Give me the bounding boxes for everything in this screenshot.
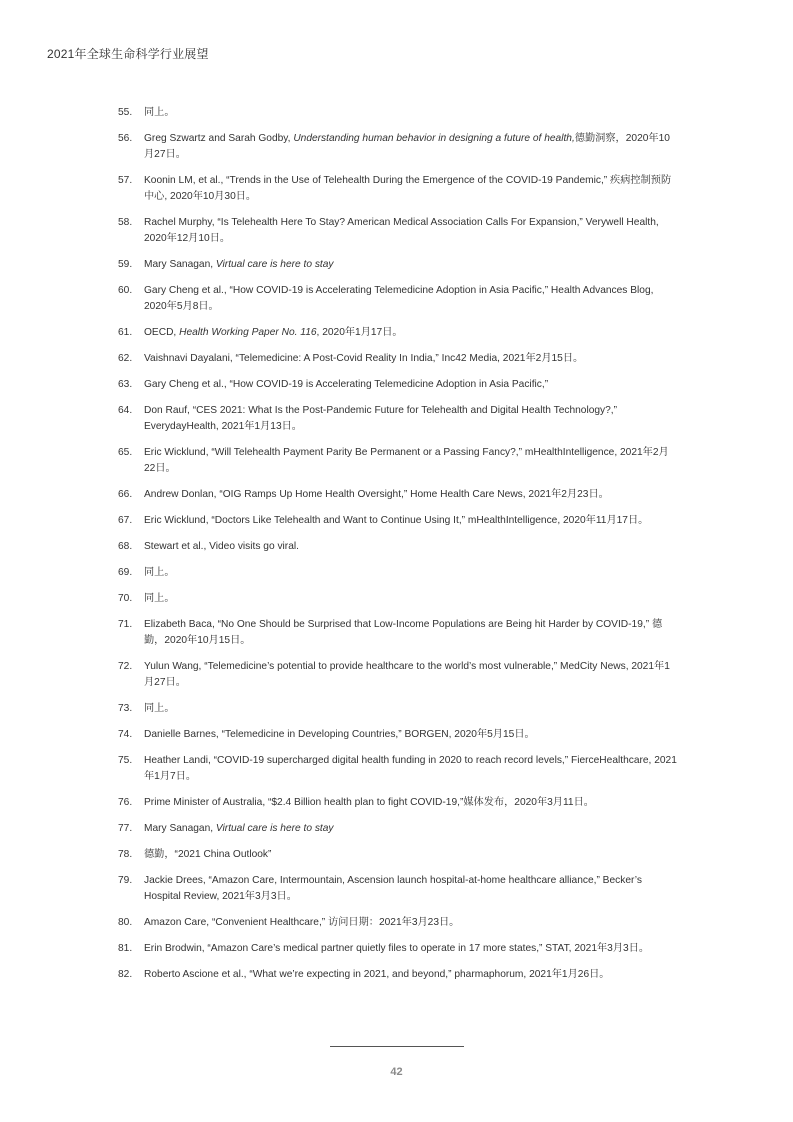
- reference-title-italic: Understanding human behavior in designing a future of health,: [293, 133, 575, 144]
- reference-text: [144, 283, 678, 315]
- reference-item: [118, 617, 678, 649]
- reference-text-segment: Mary Sanagan,: [144, 823, 216, 834]
- reference-text: [144, 105, 678, 121]
- reference-item: [118, 753, 678, 785]
- reference-number: 67.: [118, 515, 133, 526]
- reference-item: [118, 487, 678, 503]
- reference-text: [144, 565, 678, 581]
- reference-text-segment: Vaishnavi Dayalani, “Telemedicine: A Post-Covid Reality In India,” Inc42 Media, 2021年2月15日。: [144, 353, 584, 364]
- reference-item: [118, 727, 678, 743]
- reference-title-italic: Virtual care is here to stay: [215, 823, 334, 834]
- reference-text: [144, 351, 678, 367]
- reference-number: 64.: [118, 405, 133, 416]
- reference-title-italic: Virtual care is here to stay: [215, 259, 334, 270]
- reference-text-segment: Stewart et al., Video visits go viral.: [144, 541, 299, 552]
- reference-item: [118, 325, 678, 341]
- reference-item: [118, 873, 678, 905]
- reference-item: [118, 105, 678, 121]
- reference-text-segment: Erin Brodwin, “Amazon Care’s medical partner quietly files to operate in 17 more states,” STAT, 2021年3月3日。: [144, 943, 650, 954]
- reference-text-segment: Elizabeth Baca, “No One Should be Surprised that Low-Income Populations are Being hit Harder by COVID-19,” 德勤，2020年10月15日。: [144, 619, 663, 646]
- page-header-title: 2021年全球生命科学行业展望: [47, 47, 209, 61]
- reference-item: [118, 941, 678, 957]
- reference-text-segment: 德勤，“2021 China Outlook”: [144, 849, 272, 860]
- reference-number: 76.: [118, 797, 133, 808]
- reference-text: [144, 915, 678, 931]
- reference-number: 75.: [118, 755, 133, 766]
- reference-item: [118, 445, 678, 477]
- reference-text: [144, 325, 678, 341]
- reference-text-segment: OECD,: [144, 327, 180, 338]
- reference-text-segment: Roberto Ascione et al., “What we’re expecting in 2021, and beyond,” pharmaphorum, 2021年1月26日。: [144, 969, 610, 980]
- reference-text: [144, 591, 678, 607]
- reference-text-segment: Mary Sanagan,: [144, 259, 216, 270]
- reference-text: [144, 701, 678, 717]
- reference-number: 78.: [118, 849, 133, 860]
- reference-number: 58.: [118, 217, 133, 228]
- reference-item: [118, 967, 678, 983]
- reference-number: 74.: [118, 729, 133, 740]
- reference-text-segment: Don Rauf, “CES 2021: What Is the Post-Pandemic Future for Telehealth and Digital Health Technology?,” EverydayHealth, 2021年1月13日。: [144, 405, 618, 432]
- reference-item: [118, 257, 678, 273]
- reference-text: [144, 403, 678, 435]
- reference-number: 56.: [118, 133, 133, 144]
- reference-text-segment: 同上。: [144, 703, 175, 714]
- reference-text-segment: Jackie Drees, “Amazon Care, Intermountain, Ascension launch hospital-at-home healthcare alliance,” Becker’s Hospital Review, 2021年3月3日。: [144, 875, 642, 902]
- reference-title-italic: Health Working Paper No. 116: [179, 327, 317, 338]
- reference-text: [144, 257, 678, 273]
- reference-text-segment: 同上。: [144, 593, 175, 604]
- reference-number: 59.: [118, 259, 133, 270]
- reference-text: [144, 131, 678, 163]
- reference-number: 70.: [118, 593, 133, 604]
- reference-text-segment: Rachel Murphy, “Is Telehealth Here To Stay? American Medical Association Calls For Expansion,” Verywell Health, 2020年12月10日。: [144, 217, 659, 244]
- reference-number: 60.: [118, 285, 133, 296]
- reference-number: 72.: [118, 661, 133, 672]
- reference-list: [118, 105, 678, 993]
- reference-text-segment: Greg Szwartz and Sarah Godby,: [144, 133, 294, 144]
- reference-text-segment: 同上。: [144, 107, 175, 118]
- footer-divider: [330, 1046, 464, 1047]
- reference-item: [118, 403, 678, 435]
- reference-text: [144, 173, 678, 205]
- reference-text: [144, 941, 678, 957]
- reference-number: 55.: [118, 107, 133, 118]
- reference-text-segment: , 2020年1月17日。: [316, 327, 403, 338]
- reference-item: [118, 283, 678, 315]
- reference-number: 82.: [118, 969, 133, 980]
- reference-number: 63.: [118, 379, 133, 390]
- reference-item: [118, 701, 678, 717]
- reference-text: [144, 727, 678, 743]
- reference-text: [144, 659, 678, 691]
- reference-text: [144, 821, 678, 837]
- reference-number: 80.: [118, 917, 133, 928]
- reference-item: [118, 215, 678, 247]
- reference-text: [144, 617, 678, 649]
- reference-text: [144, 873, 678, 905]
- reference-text: [144, 753, 678, 785]
- reference-text: [144, 487, 678, 503]
- reference-number: 62.: [118, 353, 133, 364]
- reference-item: [118, 173, 678, 205]
- reference-item: [118, 591, 678, 607]
- reference-number: 57.: [118, 175, 133, 186]
- reference-item: [118, 513, 678, 529]
- reference-number: 68.: [118, 541, 133, 552]
- reference-text-segment: Andrew Donlan, “OIG Ramps Up Home Health Oversight,” Home Health Care News, 2021年2月23日。: [144, 489, 609, 500]
- reference-item: [118, 539, 678, 555]
- reference-item: [118, 351, 678, 367]
- reference-text-segment: Gary Cheng et al., “How COVID-19 is Accelerating Telemedicine Adoption in Asia Pacific,” Health Advances Blog, 2020年5月8日。: [144, 285, 654, 312]
- reference-text-segment: Heather Landi, “COVID-19 supercharged digital health funding in 2020 to reach record levels,” FierceHealthcare, 2021年1月7日。: [144, 755, 677, 782]
- reference-text: [144, 967, 678, 983]
- reference-text: [144, 539, 678, 555]
- reference-number: 77.: [118, 823, 133, 834]
- reference-number: 65.: [118, 447, 133, 458]
- reference-item: [118, 377, 678, 393]
- reference-text: [144, 847, 678, 863]
- reference-item: [118, 131, 678, 163]
- reference-text-segment: Yulun Wang, “Telemedicine’s potential to provide healthcare to the world’s most vulnerable,” MedCity News, 2021年1月27日。: [144, 661, 670, 688]
- reference-number: 69.: [118, 567, 133, 578]
- reference-text-segment: Gary Cheng et al., “How COVID-19 is Accelerating Telemedicine Adoption in Asia Pacific,”: [144, 379, 549, 390]
- reference-number: 79.: [118, 875, 133, 886]
- reference-item: [118, 915, 678, 931]
- reference-text-segment: 同上。: [144, 567, 175, 578]
- reference-item: [118, 795, 678, 811]
- reference-number: 71.: [118, 619, 133, 630]
- reference-number: 66.: [118, 489, 133, 500]
- reference-item: [118, 821, 678, 837]
- reference-text-segment: Eric Wicklund, “Doctors Like Telehealth and Want to Continue Using It,” mHealthIntelligence, 2020年11月17日。: [144, 515, 649, 526]
- reference-text: [144, 445, 678, 477]
- page-number: 42: [390, 1066, 403, 1078]
- reference-text: [144, 215, 678, 247]
- reference-text-segment: Koonin LM, et al., “Trends in the Use of Telehealth During the Emergence of the COVID-19 Pandemic,” 疾病控制预防中心, 2020年10月30日。: [144, 175, 672, 202]
- reference-text-segment: Danielle Barnes, “Telemedicine in Developing Countries,” BORGEN, 2020年5月15日。: [144, 729, 535, 740]
- reference-number: 73.: [118, 703, 133, 714]
- reference-item: [118, 565, 678, 581]
- reference-text: [144, 513, 678, 529]
- reference-text-segment: Prime Minister of Australia, “$2.4 Billion health plan to fight COVID-19,”媒体发布，2020年3月11日。: [144, 797, 594, 808]
- reference-item: [118, 847, 678, 863]
- reference-text-segment: Amazon Care, “Convenient Healthcare,” 访问日期：2021年3月23日。: [144, 917, 460, 928]
- reference-text: [144, 795, 678, 811]
- reference-number: 81.: [118, 943, 133, 954]
- reference-item: [118, 659, 678, 691]
- reference-text: [144, 377, 678, 393]
- reference-number: 61.: [118, 327, 133, 338]
- reference-text-segment: Eric Wicklund, “Will Telehealth Payment Parity Be Permanent or a Passing Fancy?,” mHealthIntelligence, 2021年2月22日。: [144, 447, 669, 474]
- reference-text-segment: 德勤洞察，2020年10月27日。: [144, 133, 670, 160]
